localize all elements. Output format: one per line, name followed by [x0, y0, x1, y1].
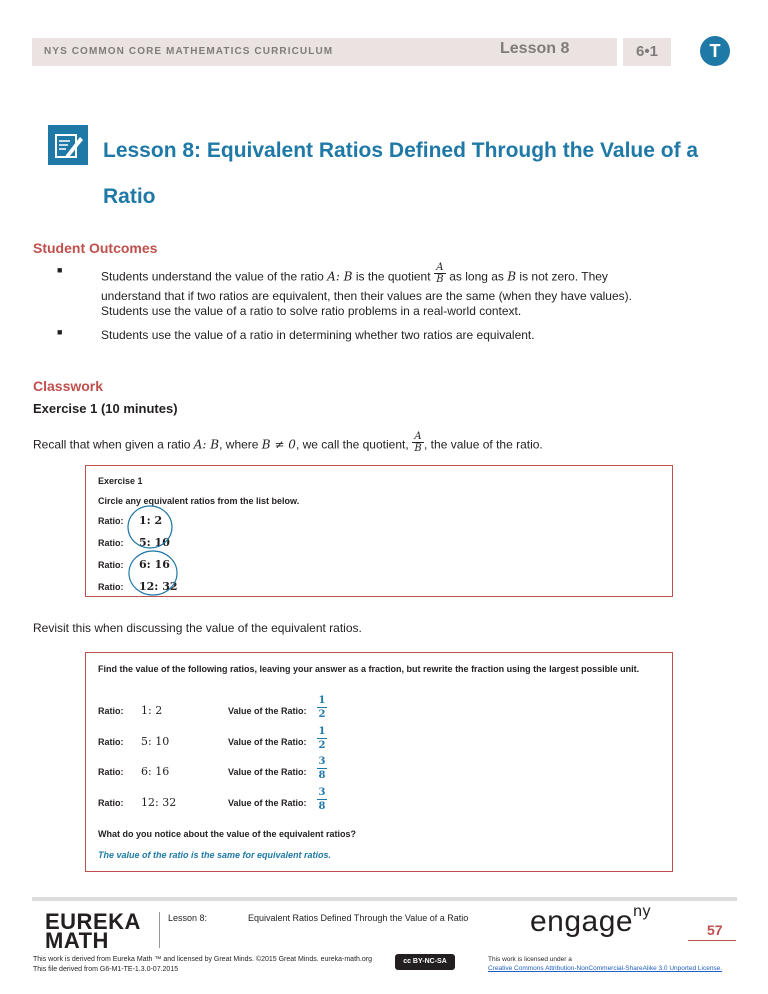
value-label: Value of the Ratio:	[228, 737, 307, 747]
value-instruction: Find the value of the following ratios, leaving your answer as a fraction, but rewrite the fraction using the largest possible unit.	[98, 664, 640, 674]
fraction-denominator: 8	[318, 770, 326, 781]
ratio-label: Ratio:	[98, 560, 124, 570]
ratio-ab: A: B	[193, 437, 220, 452]
value-fraction	[315, 787, 329, 812]
logo-line-2: MATH	[45, 928, 109, 953]
footer-divider	[32, 897, 737, 901]
ratio-value: 5: 10	[141, 735, 170, 748]
bullet-icon: ■	[57, 327, 63, 337]
ratio-value: 5: 10	[139, 536, 170, 549]
recall-text-part: , the value of the ratio.	[424, 437, 543, 452]
license-text	[488, 955, 722, 973]
condition-b-nonzero: B ≠ 0	[261, 437, 296, 452]
ratio-label: Ratio:	[98, 706, 124, 716]
page-number: 57	[707, 922, 723, 938]
fraction-numerator: A	[414, 431, 422, 442]
ratio-label: Ratio:	[98, 582, 124, 592]
credit-line: This work is derived from Eureka Math ™ and licensed by Great Minds. ©2015 Great Minds. eureka-math.org	[33, 956, 372, 963]
ratio-ab: A: B	[327, 269, 353, 284]
ratio-value: 1: 2	[139, 514, 163, 527]
brand-sup: ny	[633, 903, 652, 920]
outcome-1-text: Students understand the value of the ratio	[101, 269, 328, 284]
fraction-denominator: B	[414, 443, 422, 454]
bullet-icon: ■	[57, 265, 63, 275]
title-line-1: Lesson 8: Equivalent Ratios Defined Through the Value of a	[103, 139, 699, 162]
circle-mark	[128, 506, 172, 548]
exercise-instruction: Circle any equivalent ratios from the list below.	[98, 496, 300, 506]
fraction-denominator: 2	[318, 740, 326, 751]
ratio-value: 1: 2	[141, 704, 163, 717]
value-label: Value of the Ratio:	[228, 767, 307, 777]
revisit-note: Revisit this when discussing the value of the equivalent ratios.	[33, 621, 362, 635]
recall-text-part: , we call the quotient,	[295, 437, 413, 452]
ratio-value: 12: 32	[141, 796, 177, 809]
footer-credit	[33, 955, 372, 975]
value-of-ratio-box	[85, 652, 673, 872]
exercise-box	[85, 465, 673, 597]
outcome-1-text: is the quotient	[352, 269, 434, 284]
value-fraction	[315, 756, 329, 781]
cc-license-badge[interactable]: cc BY-NC-SA	[395, 954, 455, 970]
recall-text-part: Recall that when given a ratio	[33, 437, 194, 452]
page-number-underline	[688, 940, 736, 941]
ratio-label: Ratio:	[98, 538, 124, 548]
curriculum-label: NYS COMMON CORE MATHEMATICS CURRICULUM	[44, 46, 334, 57]
credit-line: This file derived from G6-M1-TE-1.3.0-07.2015	[33, 966, 179, 973]
fraction-denominator: 2	[318, 709, 326, 720]
teacher-badge: T	[700, 36, 730, 66]
brand-text: engage	[530, 905, 634, 938]
lesson-pencil-icon	[48, 125, 88, 165]
variable-b: B	[507, 269, 517, 284]
page-title	[103, 128, 703, 220]
license-line: This work is licensed under a	[488, 956, 572, 963]
footer-separator	[159, 912, 160, 948]
fraction-denominator: 8	[318, 801, 326, 812]
license-link[interactable]: Creative Commons Attribution-NonCommercial-ShareAlike 3.0 Unported License.	[488, 965, 723, 972]
outcome-1	[101, 262, 661, 319]
eureka-math-logo	[45, 909, 141, 953]
fraction-numerator: 3	[318, 756, 326, 767]
ratio-value: 6: 16	[139, 558, 170, 571]
recall-text	[33, 431, 543, 457]
circle-annotations	[126, 504, 186, 598]
exercise-box-title: Exercise 1	[98, 476, 143, 486]
fraction-numerator: 3	[318, 787, 326, 798]
fraction-numerator: 1	[318, 695, 326, 706]
fraction-a-over-b	[434, 262, 446, 285]
footer-title: Equivalent Ratios Defined Through the Value of a Ratio	[248, 913, 469, 923]
grade-module-label: 6•1	[623, 38, 671, 66]
value-label: Value of the Ratio:	[228, 798, 307, 808]
exercise-heading: Exercise 1 (10 minutes)	[33, 401, 178, 416]
ratio-value: 12: 32	[139, 580, 178, 593]
classwork-heading: Classwork	[33, 378, 104, 394]
outcome-2: Students use the value of a ratio in determining whether two ratios are equivalent.	[101, 328, 535, 342]
value-fraction	[315, 695, 329, 720]
outcome-1-text: as long as	[445, 269, 508, 284]
ratio-label: Ratio:	[98, 767, 124, 777]
title-line-2: Ratio	[103, 185, 156, 208]
ratio-label: Ratio:	[98, 798, 124, 808]
fraction-numerator: 1	[318, 726, 326, 737]
circle-mark	[129, 551, 177, 595]
ratio-value: 6: 16	[141, 765, 170, 778]
ratio-label: Ratio:	[98, 737, 124, 747]
engageny-logo	[530, 905, 651, 939]
value-answer: The value of the ratio is the same for equivalent ratios.	[98, 850, 332, 860]
value-fraction	[315, 726, 329, 751]
header-lesson: Lesson 8	[500, 40, 570, 57]
logo-line-1: EUREKA	[45, 909, 141, 934]
fraction-numerator: A	[436, 262, 444, 273]
fraction-a-over-b	[412, 431, 424, 454]
footer-lesson: Lesson 8:	[168, 913, 208, 923]
student-outcomes-heading: Student Outcomes	[33, 240, 158, 256]
ratio-label: Ratio:	[98, 516, 124, 526]
fraction-denominator: B	[436, 274, 444, 285]
recall-text-part: , where	[219, 437, 262, 452]
value-label: Value of the Ratio:	[228, 706, 307, 716]
outcome-1-text: is not zero. They understand that if two ratios are equivalent, then their values are the same (when they have values). Students use the value of a ratio to solve ratio problems in a real-world context.	[101, 269, 632, 318]
value-question: What do you notice about the value of the equivalent ratios?	[98, 829, 357, 839]
